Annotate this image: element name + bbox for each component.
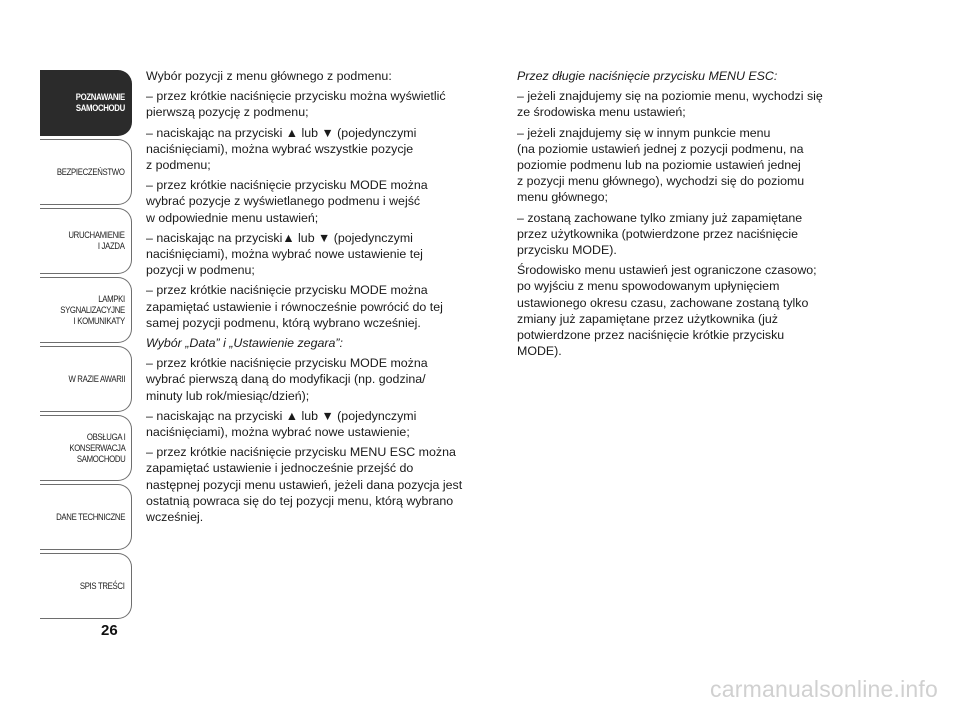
left-text-column	[146, 68, 496, 529]
tab-dane-techniczne[interactable]	[40, 484, 132, 550]
paragraph: Wybór pozycji z menu głównego z podmenu:	[146, 69, 392, 83]
tab-label: W RAZIE AWARII	[68, 373, 125, 385]
page-number: 26	[101, 622, 118, 639]
tab-bezpieczenstwo[interactable]	[40, 139, 132, 205]
tab-poznawanie-samochodu[interactable]	[40, 70, 132, 136]
subheading: Przez długie naciśnięcie przycisku MENU ESC:	[517, 69, 778, 83]
watermark: carmanualsonline.info	[710, 676, 938, 702]
tab-label: LAMPKI SYGNALIZACYJNE I KOMUNIKATY	[60, 293, 125, 327]
tab-label: BEZPIECZEŃSTWO	[57, 166, 125, 178]
paragraph: – jeżeli znajdujemy się na poziomie menu, wychodzi się ze środowiska menu ustawień;	[517, 89, 823, 120]
tab-obsluga-i-konserwacja[interactable]	[40, 415, 132, 481]
right-text-column	[517, 68, 862, 363]
paragraph: – naciskając na przyciski ▲ lub ▼ (pojedynczymi naciśnięciami), można wybrać nowe ustawienie;	[146, 408, 417, 440]
tab-label: SPIS TREŚCI	[80, 580, 125, 592]
paragraph: – przez krótkie naciśnięcie przycisku MODE można wybrać pierwszą daną do modyfikacji (np. godzina/ minuty lub rok/miesiąc/dzień);	[146, 356, 428, 403]
tab-label: URUCHAMIENIE I JAZDA	[68, 230, 125, 252]
paragraph: – zostaną zachowane tylko zmiany już zapamiętane przez użytkownika (potwierdzone przez naciśnięcie przycisku MODE).	[517, 210, 803, 258]
tab-spis-tresci[interactable]	[40, 553, 132, 619]
paragraph: – naciskając na przyciski▲ lub ▼ (pojedynczymi naciśnięciami), można wybrać nowe ustawienie tej pozycji w podmenu;	[146, 230, 423, 278]
tab-w-razie-awarii[interactable]	[40, 346, 132, 412]
paragraph: – przez krótkie naciśnięcie przycisku MODE można wybrać pozycje z wyświetlanego podmenu i wejść w odpowiednie menu ustawień;	[146, 178, 428, 225]
tab-label: DANE TECHNICZNE	[56, 511, 125, 523]
paragraph: – naciskając na przyciski ▲ lub ▼ (pojedynczymi naciśnięciami), można wybrać wszystkie pozycje z podmenu;	[146, 125, 417, 173]
paragraph: Środowisko menu ustawień jest ograniczone czasowo; po wyjściu z menu spowodowanym upłynięciem ustawionego okresu czasu, zachowane zostaną tylko zmiany już zapamiętane przez użytkownika (już potwierdzone przez naciśnięcie krótkie przycisku MODE).	[517, 263, 817, 359]
tab-label: POZNAWANIE SAMOCHODU	[75, 92, 125, 114]
subheading: Wybór „Data” i „Ustawienie zegara”:	[146, 336, 343, 351]
paragraph: – przez krótkie naciśnięcie przycisku można wyświetlić pierwszą pozycję z podmenu;	[146, 89, 446, 120]
tab-lampki-sygnalizacyjne[interactable]	[40, 277, 132, 343]
tab-label: OBSŁUGA I KONSERWACJA SAMOCHODU	[68, 431, 125, 465]
paragraph: – jeżeli znajdujemy się w innym punkcie menu (na poziomie ustawień jednej z pozycji podmenu, na poziomie podmenu lub na poziomie ustawień jednej z pozycji menu głównego), wychodzi się do poziomu menu głównego;	[517, 125, 805, 205]
paragraph: – przez krótkie naciśnięcie przycisku MENU ESC można zapamiętać ustawienie i jednocześnie przejść do następnej pozycji menu ustawień, jeżeli dana pozycja jest ostatnią powraca się do tej pozycji menu, którą wybrano wcześniej.	[146, 445, 463, 525]
paragraph: – przez krótkie naciśnięcie przycisku MODE można zapamiętać ustawienie i równocześnie powrócić do tej samej pozycji podmenu, którą wybrano wcześniej.	[146, 283, 443, 330]
tab-uruchamianie-i-jazda[interactable]	[40, 208, 132, 274]
